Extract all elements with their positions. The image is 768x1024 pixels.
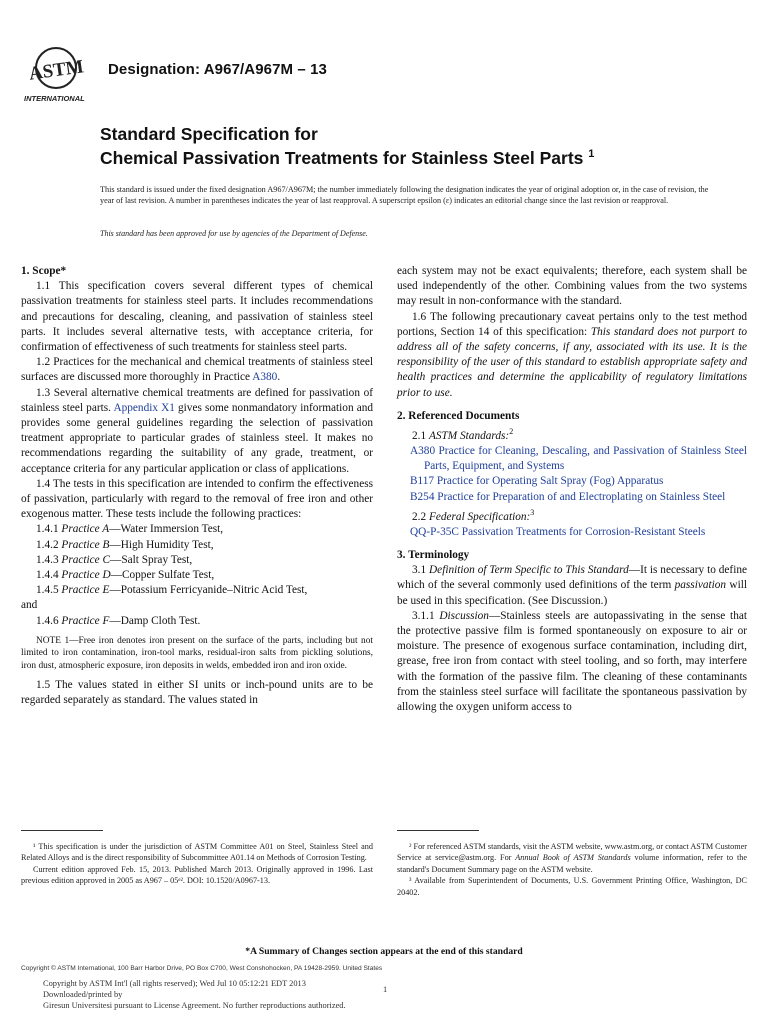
- practice-item: 1.4.1 Practice A—Water Immersion Test,: [36, 523, 224, 536]
- reference-item: QQ-P-35C Passivation Treatments for Corrosion-Resistant Steels: [410, 525, 706, 538]
- reference-item: B254 Practice for Preparation of and Electroplating on Stainless Steel: [410, 490, 726, 503]
- link-a380[interactable]: A380: [252, 371, 278, 384]
- title-footnote-mark: 1: [588, 148, 595, 160]
- scope-heading: 1. Scope*: [21, 265, 67, 277]
- title-line-2: Chemical Passivation Treatments for Stainless Steel Parts $^1$: [100, 147, 595, 168]
- para-1-2: 1.2 Practices for the mechanical and chemical treatments of stainless steel surfaces are discussed more thoroughly in Practice A380.: [21, 356, 373, 384]
- link-qq-p-35c[interactable]: QQ-P-35C: [410, 525, 459, 538]
- summary-notice: *A Summary of Changes section appears at the end of this standard: [245, 946, 523, 957]
- practice-item: 1.4.2 Practice B—High Humidity Test,: [36, 538, 214, 551]
- footnote-1-edition: Current edition approved Feb. 15, 2013. Published March 2013. Originally approved in 1996. Last previous edition approved in 2005 as A967 – 05ᵉ². DOI: 10.1520/A0967-13.: [21, 864, 373, 886]
- practice-item: 1.4.6 Practice F—Damp Cloth Test.: [36, 614, 201, 627]
- note-1: NOTE 1—Free iron denotes iron present on the surface of the parts, including but not limited to iron contamination, iron-tool marks, residual-iron salts from pickling solutions, iron dust, atmospheric exposure, iron deposits in welds, embedded iron and iron oxide.: [21, 635, 373, 671]
- footnote-3: ³ Available from Superintendent of Documents, U.S. Government Printing Office, Washington, DC 20402.: [397, 876, 747, 897]
- referenced-documents-heading: 2. Referenced Documents: [397, 409, 520, 422]
- reference-item: B117 Practice for Operating Salt Spray (Fog) Apparatus: [410, 475, 664, 488]
- footnote-divider-left: [21, 830, 103, 831]
- link-appendix-x1[interactable]: Appendix X1: [113, 401, 175, 414]
- issuance-notice: This standard is issued under the fixed designation A967/A967M; the number immediately following the designation indicates the year of original adoption or, in the case of revision, the year of last revision. A number in parentheses indicates the year of last reapproval. A superscript epsilon (ε) indicates an editorial change since the last revision or reapproval.: [100, 185, 709, 205]
- reference-item: A380 Practice for Cleaning, Descaling, and Passivation of Stainless Steel Parts, Equipment, and Systems: [410, 445, 747, 473]
- download-stamp: Copyright by ASTM Int'l (all rights reserved); Wed Jul 10 05:12:21 EDT 2013 Downloaded/printed by Giresun Universitesi pursuant to License Agreement. No further reproductions authorized.: [43, 979, 346, 1010]
- svg-text:INTERNATIONAL: INTERNATIONAL: [24, 94, 85, 103]
- dod-notice: This standard has been approved for use by agencies of the Department of Defense.: [100, 229, 368, 238]
- link-b117[interactable]: B117: [410, 475, 435, 488]
- copyright-line: Copyright © ASTM International, 100 Barr Harbor Drive, PO Box C700, West Conshohocken, PA 19428-2959. United States: [21, 965, 383, 972]
- document-title: [100, 124, 594, 168]
- designation: Designation: A967/A967M – 13: [108, 61, 327, 78]
- right-column: [397, 264, 747, 715]
- practice-item: 1.4.4 Practice D—Copper Sulfate Test,: [36, 569, 215, 582]
- and-text: and: [21, 599, 38, 612]
- astm-logo: [22, 40, 96, 106]
- para-2-1: 2.1 ASTM Standards:$^2$: [412, 427, 514, 442]
- para-1-5-continued: each system may not be exact equivalents; therefore, each system shall be used independently of the other. Combining values from the two systems may result in non-conformance with the standard.: [397, 265, 747, 308]
- practice-item: 1.4.5 Practice E—Potassium Ferricyanide–Nitric Acid Test,: [36, 584, 308, 597]
- link-b254[interactable]: B254: [410, 490, 435, 503]
- para-1-6: 1.6 The following precautionary caveat pertains only to the test method portions, Section 14 of this specification: This standard does not purport to address all of the safety concerns, if any, associated with its use. It is the responsibility of the user of this standard to establish appropriate safety and health practices and determine the applicability of regulatory limitations prior to use.: [397, 310, 747, 399]
- footnote-1: ¹ This specification is under the jurisdiction of ASTM Committee A01 on Steel, Stainless Steel and Related Alloys and is the direct responsibility of Subcommittee A01.14 on Methods of Corrosion Testing.: [21, 842, 373, 863]
- terminology-heading: 3. Terminology: [397, 548, 470, 561]
- title-line-1: Standard Specification for: [100, 124, 318, 144]
- para-3-1: 3.1 Definition of Term Specific to This Standard—It is necessary to define which of the several commonly used definitions of the term passivation will be used in this specification. (See Discussion.): [397, 564, 748, 607]
- para-1-5: 1.5 The values stated in either SI units or inch-pound units are to be regarded separately as standard. The values stated in: [21, 679, 373, 707]
- para-1-1: 1.1 This specification covers several different types of chemical passivation treatments for stainless steel parts. It includes recommendations and precautions for descaling, cleaning, and passivation of stainless steel parts. It includes several alternative tests, with acceptance criteria, for confirmation of effectiveness of such treatments for stainless steel parts.: [21, 280, 373, 354]
- practice-item: 1.4.3 Practice C—Salt Spray Test,: [36, 553, 193, 566]
- footnotes-right: [397, 841, 747, 898]
- left-column: [21, 264, 373, 709]
- link-a380-ref[interactable]: A380: [410, 445, 436, 457]
- footnote-2: ² For referenced ASTM standards, visit the ASTM website, www.astm.org, or contact ASTM Customer Service at service@astm.org. For Annual Book of ASTM Standards volume information, refer to the standard's Document Summary page on the ASTM website.: [397, 842, 747, 874]
- para-1-4: 1.4 The tests in this specification are intended to confirm the effectiveness of passivation, particularly with regard to the removal of free iron and other exogenous matter. These tests include the following practices:: [21, 477, 373, 521]
- footnote-divider-right: [397, 830, 479, 831]
- para-2-2: 2.2 Federal Specification:$^3$: [412, 507, 535, 523]
- page-number: 1: [383, 985, 388, 994]
- para-1-3: 1.3 Several alternative chemical treatments are defined for passivation of stainless steel parts. Appendix X1 gives some nonmandatory information and provides some general guidelines regarding the selection of passivation treatment appropriate to particular grades of stainless steel. It makes no recommendations regarding the suitability of any grade, treatment, or acceptance criteria for any particular application or class of applications.: [21, 386, 374, 475]
- footnotes-left: [21, 841, 373, 887]
- para-3-1-1: 3.1.1 Discussion—Stainless steels are autopassivating in the sense that the protective passive film is formed spontaneously on exposure to air or moisture. The presence of exogenous surface contamination, including dirt, grease, free iron from contact with steel tooling, and so forth, may interfere with the formation of the passive film. The cleaning of these contaminants from the stainless steel surface will facilitate the spontaneous passivation by allowing the oxygen uniform access to: [397, 609, 747, 714]
- svg-text:ASTM: ASTM: [27, 56, 85, 85]
